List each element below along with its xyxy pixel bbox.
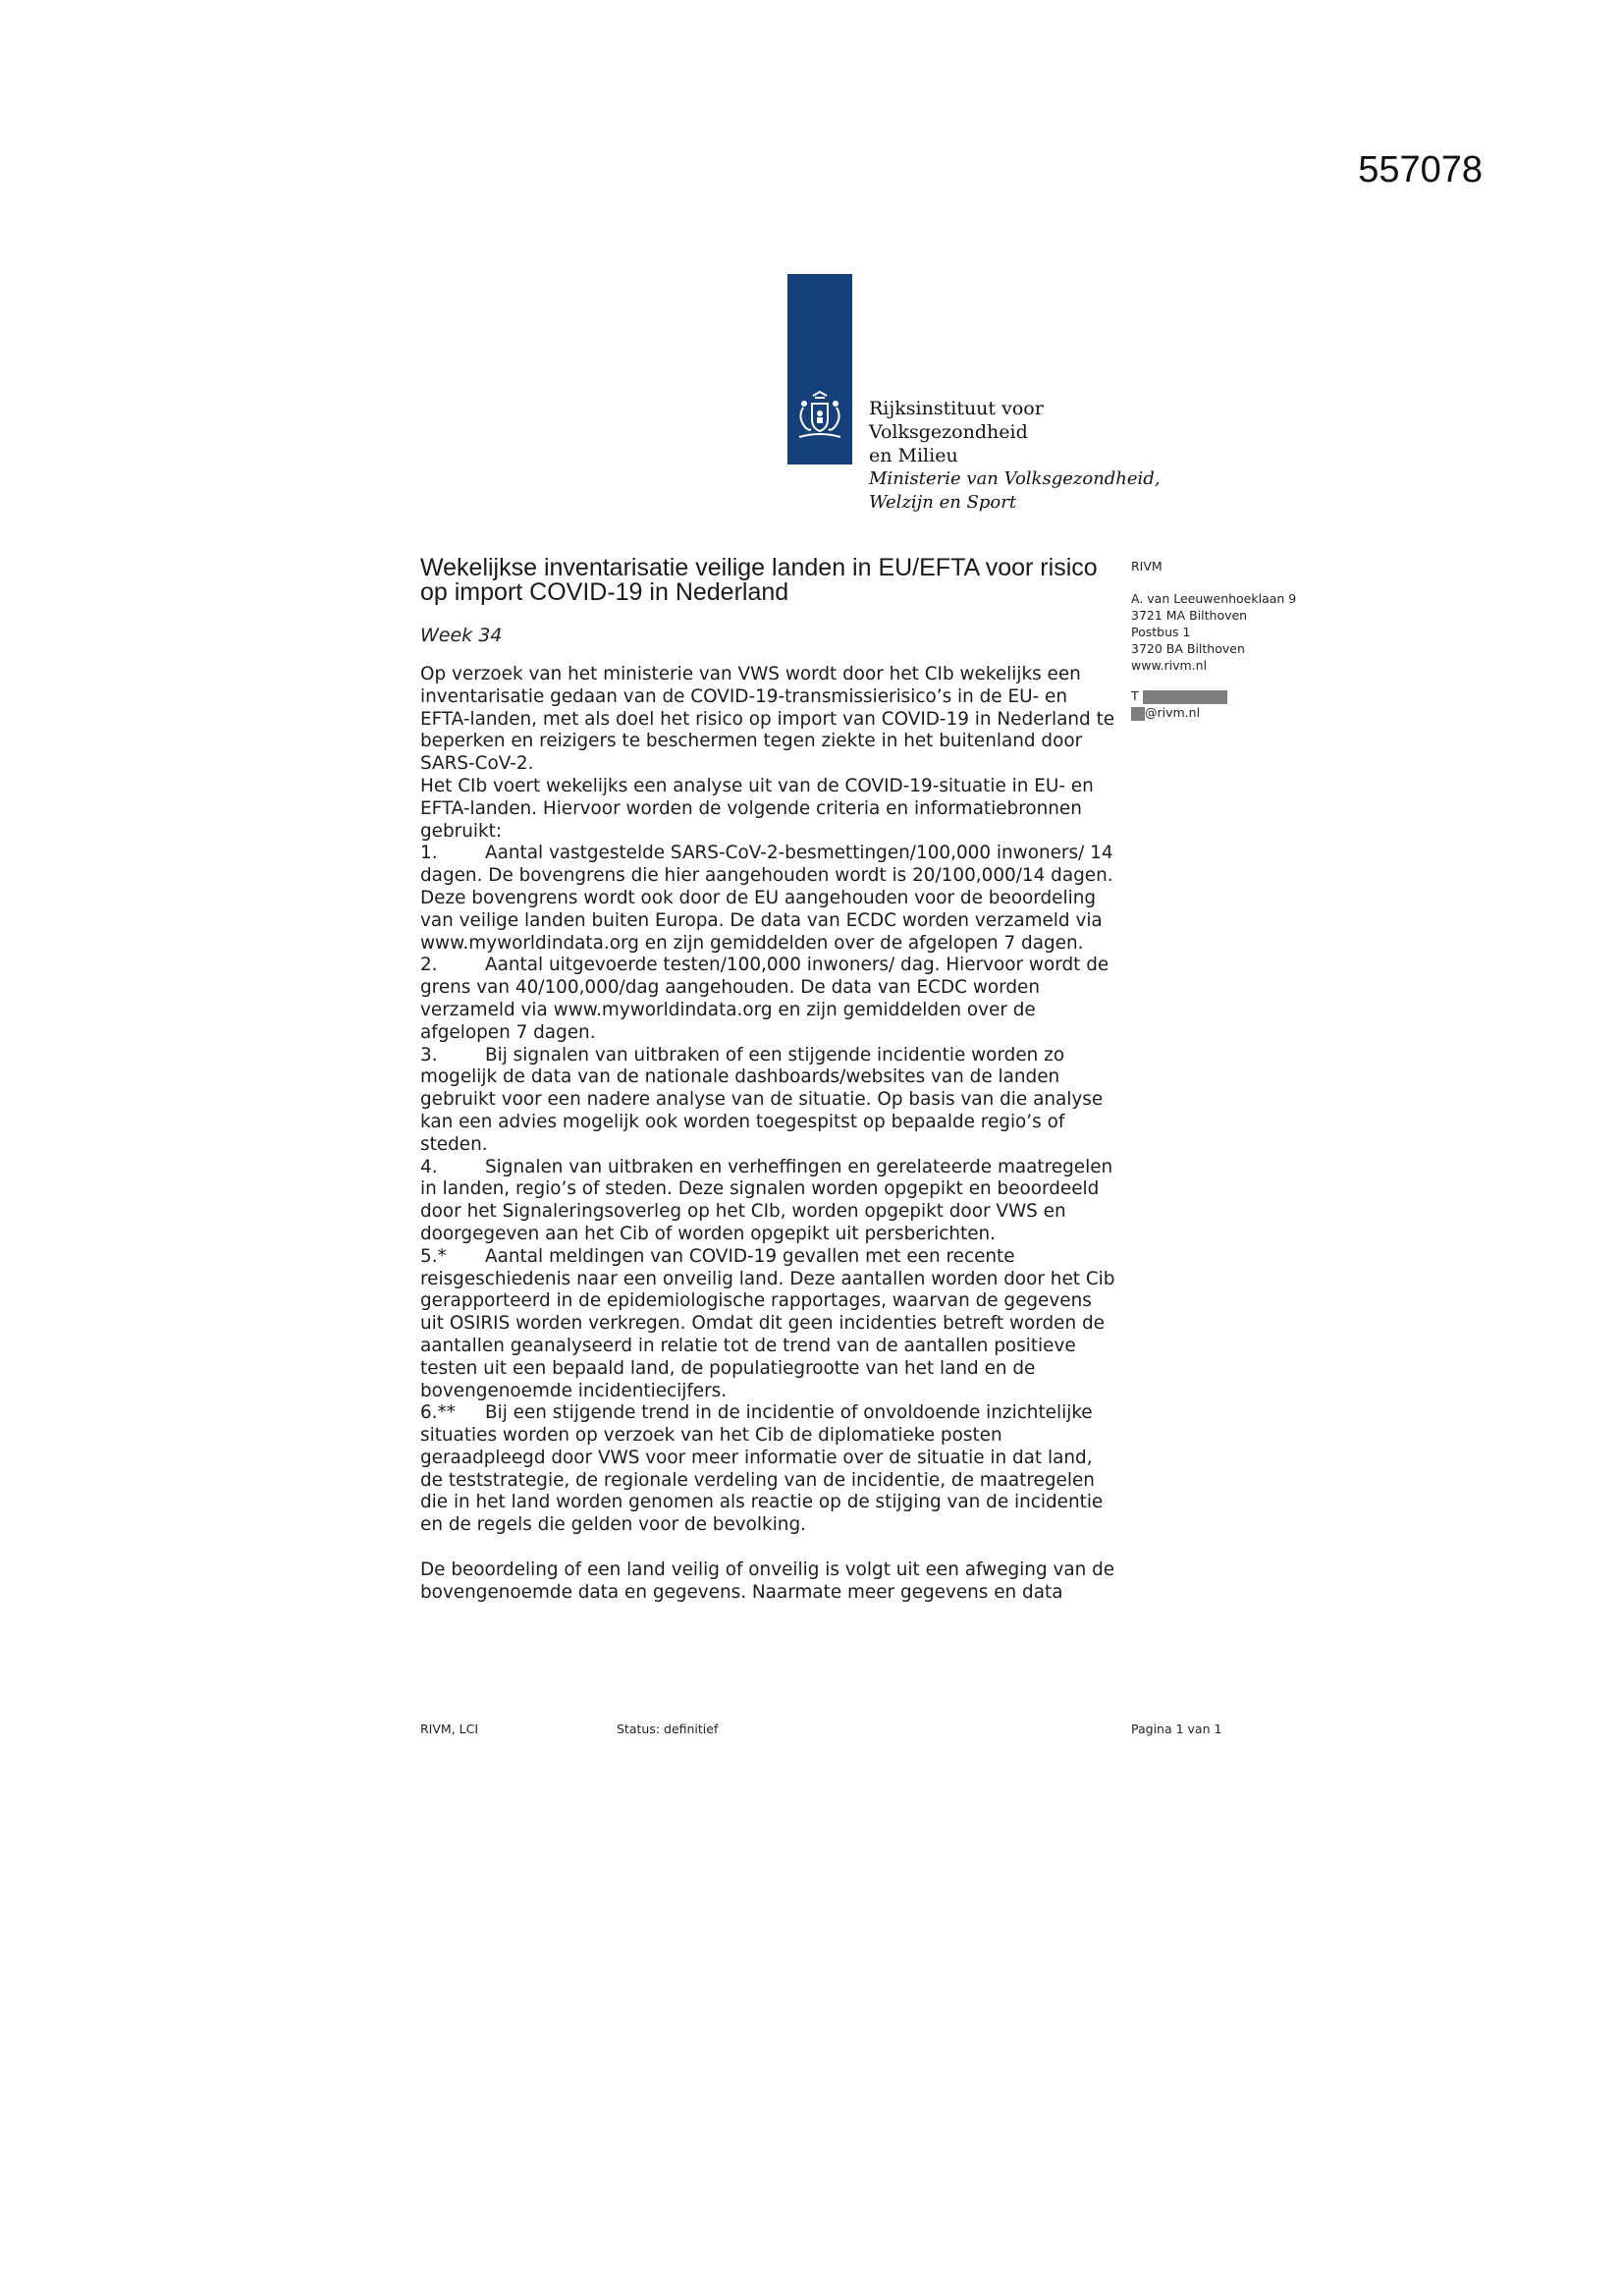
postcode-line: 3720 BA Bilthoven [1131,641,1245,656]
address-line-1: A. van Leeuwenhoeklaan 9 [1131,591,1297,606]
criterion-number: 2. [420,955,438,976]
website-link[interactable]: www.rivm.nl [1131,658,1208,673]
email-line [1131,704,1327,721]
rijksoverheid-logo [787,274,852,465]
org-line-2: en Milieu [869,445,958,466]
address-line-2: 3721 MA Bilthoven [1131,608,1248,623]
footer-org: RIVM, LCI [420,1722,479,1736]
document-body [420,556,1117,1604]
criterion-number: 5.* [420,1245,447,1267]
criterion-text: Bij signalen van uitbraken of een stijgende incidentie worden zo mogelijk de data van de nationale dashboards/websites van de landen gebruikt voor een nadere analyse van de situatie. Op basis van die analyse kan een advies mogelijk ook worden toegespitst op bepaalde regio’s of steden. [420,1044,1104,1155]
organization-name [869,397,1203,515]
conclusion-paragraph: De beoordeling of een land veilig of onveilig is volgt uit een afweging van de bovengenoemde data en gegevens. Naarmate meer gegevens en data [420,1558,1115,1603]
criterion-item [420,1157,1117,1246]
phone-prefix: T [1131,688,1139,703]
body-text [420,664,1117,1604]
criterion-text: Aantal meldingen van COVID-19 gevallen met een recente reisgeschiedenis naar een onveilig land. Deze aantallen worden door het Cib gerapporteerd in de epidemiologische rapportages, waarvan de gegevens uit OSIRIS worden verkregen. Omdat dit geen incidenties betreft worden de aantallen geanalyseerd in relatie tot de trend van de aantallen positieve testen uit een bepaald land, de populatiegrootte van het land en de bovengenoemde incidentiecijfers. [420,1245,1115,1401]
intro-paragraph: Op verzoek van het ministerie van VWS wordt door het CIb wekelijks een inventarisatie gedaan van de COVID-19-transmissierisico’s in de EU- en EFTA-landen, met als doel het risico op import van COVID-19 in Nederland te beperken en reizigers te beschermen tegen ziekte in het buitenland door SARS-CoV-2. [420,664,1115,775]
criterion-item [420,1045,1117,1157]
criterion-item [420,1402,1117,1537]
sender-info [1131,558,1327,721]
email-domain: @rivm.nl [1145,705,1201,720]
redacted-phone [1143,690,1227,704]
criterion-number: 1. [420,843,438,864]
coat-of-arms-icon [793,390,846,445]
criterion-text: Aantal uitgevoerde testen/100,000 inwoners/ dag. Hiervoor wordt de grens van 40/100,000/dag aangehouden. De data van ECDC worden verzameld via www.myworldindata.org en zijn gemiddelden over de afgelopen 7 dagen. [420,955,1109,1043]
redacted-email-user [1131,707,1145,721]
document-title [420,556,1117,605]
document-number: 557078 [1358,149,1483,191]
postbus-line: Postbus 1 [1131,625,1191,639]
paragraph-spacer [420,1537,1117,1559]
criterion-number: 6.** [420,1402,456,1424]
title-line-1: Wekelijkse inventarisatie veilige landen in EU/EFTA voor risico [420,554,1098,581]
criterion-item [420,955,1117,1044]
org-line-1: Rijksinstituut voor Volksgezondheid [869,398,1044,443]
criterion-text: Signalen van uitbraken en verheffingen en gerelateerde maatregelen in landen, regio’s of steden. Deze signalen worden opgepikt en beoordeeld door het Signaleringsoverleg op het CIb, worden opgepikt door VWS en doorgegeven aan het Cib of worden opgepikt uit persberichten. [420,1156,1113,1244]
phone-line [1131,687,1327,704]
footer-status: Status: definitief [617,1722,719,1736]
criterion-text: Aantal vastgestelde SARS-CoV-2-besmettingen/100,000 inwoners/ 14 dagen. De bovengrens die hier aangehouden wordt is 20/100,000/14 dagen. Deze bovengrens wordt ook door de EU aangehouden voor de beoordeling van veilige landen buiten Europa. De data van ECDC worden verzameld via www.myworldindata.org en zijn gemiddelden over de afgelopen 7 dagen. [420,843,1113,954]
criterion-item [420,843,1117,955]
ministry-line-1: Ministerie van Volksgezondheid, [869,468,1161,489]
title-line-2: op import COVID-19 in Nederland [420,578,789,606]
criteria-intro-paragraph: Het CIb voert wekelijks een analyse uit van de COVID-19-situatie in EU- en EFTA-landen. Hiervoor worden de volgende criteria en informatiebronnen gebruikt: [420,775,1094,842]
footer-page-number: Pagina 1 van 1 [1131,1722,1222,1736]
criterion-text: Bij een stijgende trend in de incidentie of onvoldoende inzichtelijke situaties worden op verzoek van het Cib de diplomatieke posten geraadpleegd door VWS voor meer informatie over de situatie in dat land, de teststrategie, de regionale verdeling van de incidentie, de maatregelen die in het land worden genomen als reactie op de stijging van de incidentie en de regels die gelden voor de bevolking. [420,1402,1104,1536]
ministry-line-2: Welzijn en Sport [869,492,1017,513]
week-label: Week 34 [420,625,503,646]
criterion-number: 4. [420,1156,438,1177]
criterion-item [420,1246,1117,1403]
sidebar-org: RIVM [1131,559,1163,574]
criterion-number: 3. [420,1044,438,1066]
